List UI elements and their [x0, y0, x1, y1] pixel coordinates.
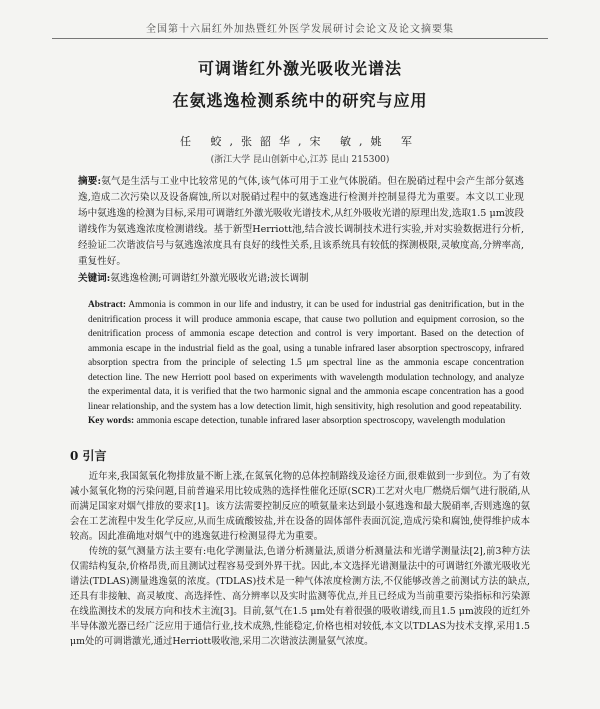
- chinese-abstract: [78, 174, 524, 270]
- cn-abstract-text: 氨气是生活与工业中比较常见的气体,该气体可用于工业气体脱硝。但在脱硝过程中会产生部分氨逃逸,造成二次污染以及设备腐蚀,所以对脱硝过程中的氨逃逸进行检测并控制显得尤为重要。本文以工业现场中氨逃逸的检测为目标,采用可调谐红外激光吸收光谱技术,从红外吸收光谱的原理出发,选取1.5 μm波段谱线作为氨逃逸浓度检测谱线。基于新型Herriott池,结合波长调制技术进行实验,并对实验数据进行分析,经验证二次谐波信号与氨逃逸浓度具有良好的线性关系,且该系统具有较低的探测极限,灵敏度高,分辨率高,重复性好。: [78, 176, 524, 267]
- english-abstract-body: [88, 298, 524, 414]
- en-keywords-text: ammonia escape detection, tunable infrared laser absorption spectroscopy, wavelength modulation: [136, 416, 506, 426]
- en-keywords-label: Key words:: [88, 416, 135, 426]
- running-header: 全国第十六届红外加热暨红外医学发展研讨会论文及论文摘要集: [146, 24, 454, 35]
- authors: 任 蛟,张韶华,宋 敏,姚 军: [180, 135, 420, 148]
- chinese-keywords: [78, 270, 524, 284]
- header-divider: [52, 38, 548, 39]
- cn-abstract-label: 摘要:: [78, 176, 102, 187]
- en-abstract-label: Abstract:: [88, 300, 127, 310]
- section-heading: 0 引言: [70, 449, 107, 463]
- affiliation: (浙江大学 昆山创新中心,江苏 昆山 215300): [210, 155, 390, 165]
- paper-title-line2: 在氨逃逸检测系统中的研究与应用: [172, 91, 428, 110]
- paragraph: 近年来,我国氮氧化物排放量不断上涨,在氮氧化物的总体控制路线及途径方面,很难做到一步到位。为了有效减小氮氧化物的污染问题,目前普遍采用比较成熟的选择性催化还原(SCR)工艺对火电厂燃烧后烟气进行脱硝,从而满足国家对烟气排放的要求[1]。该方法需要控制反应的喷氨量来达到最小氨逃逸和最大脱硝率,否则逃逸的氨会在工艺流程中发生化学反应,从而生成硫酸铵盐,并在设备的固体部件表面沉淀,造成污染和腐蚀,使得维护成本较高。因此准确地对烟气中的逃逸氨进行检测显得尤为重要。: [70, 471, 530, 542]
- cn-keywords-label: 关键词:: [78, 273, 111, 284]
- body-text: [70, 469, 530, 649]
- cn-keywords-text: 氨逃逸检测;可调谐红外激光吸收光谱;波长调制: [110, 273, 309, 284]
- en-abstract-text: Ammonia is common in our life and industry, it can be used for industrial gas denitrification, but in the denitrification process it will produce ammonia escape, that cause two pollution and equipment corrosion, so the denitrification process of ammonia escape detection and control is very important. Based on the detection of ammonia escape in the industrial field as the goal, using a tunable infrared laser absorption spectroscopy, infrared absorption spectra from the principle of selecting 1.5 μm spectral line as the ammonia escape concentration detection line. The new Herriott pool based on experiments with wavelength modulation technology, and analyze the experimental data, it is verified that the two harmonic signal and the ammonia escape concentration has a good linear relationship, and the system has a low detection limit, high sensitivity, high resolution and good repeatability.: [88, 300, 525, 412]
- paper-title-line1: 可调谐红外激光吸收光谱法: [197, 59, 402, 78]
- paragraph: 传统的氨气测量方法主要有:电化学测量法,色谱分析测量法,质谱分析测量法和光谱学测量法[2],前3种方法仅需结构复杂,价格昂贵,而且测试过程容易受到外界干扰。因此,本文选择光谱测量法中的可调谐红外激光吸收光谱法(TDLAS)测量逃逸氨的浓度。(TDLAS)技术是一种气体浓度检测方法,不仅能够改善之前测试方法的缺点,还具有非接触、高灵敏度、高选择性、高分辨率以及实时监测等优点,并且已经成为当前重要污染指标和污染源在线监测技术的发展方向和技术主流[3]。目前,氨气在1.5 μm处有着很强的吸收谱线,而且1.5 μm波段的近红外半导体激光器已经广泛应用于通信行业,技术成熟,性能稳定,价格也相对较低,本文以TDLAS为技术支撑,采用1.5 μm处的可调谐激光,通过Herriott吸收池,采用二次谐波法测量氨气浓度。: [70, 546, 530, 647]
- english-keywords: [88, 414, 524, 429]
